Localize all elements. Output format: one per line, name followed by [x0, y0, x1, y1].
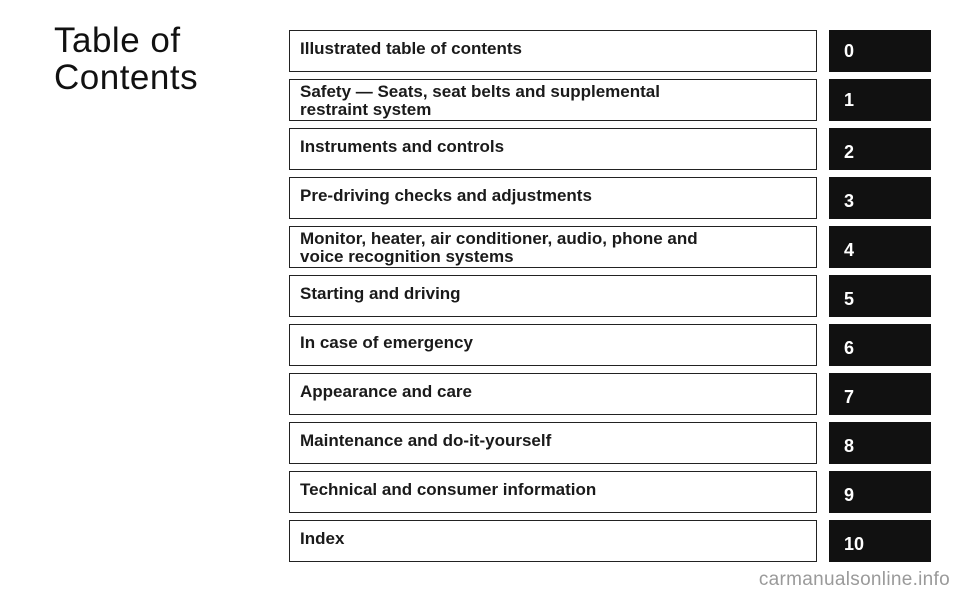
chapter-label: Appearance and care	[300, 382, 472, 401]
chapter-row-3[interactable]	[289, 177, 931, 219]
chapter-box	[289, 128, 817, 170]
chapter-number: 1	[844, 90, 855, 110]
chapter-box	[289, 79, 817, 121]
chapter-box	[289, 275, 817, 317]
chapter-row-9[interactable]	[289, 471, 931, 513]
chapter-tab[interactable]	[829, 324, 931, 366]
chapter-number: 0	[844, 41, 855, 61]
chapter-tab[interactable]	[829, 30, 931, 72]
chapter-row-7[interactable]	[289, 373, 931, 415]
chapter-row-1[interactable]	[289, 79, 931, 121]
page-title-line-1: Table of	[54, 21, 181, 60]
chapter-number: 5	[844, 289, 855, 309]
chapter-tab[interactable]	[829, 471, 931, 513]
watermark: carmanualsonline.info	[758, 569, 950, 590]
chapter-box	[289, 324, 817, 366]
chapter-list	[289, 30, 931, 569]
chapter-row-4[interactable]	[289, 226, 931, 268]
chapter-tab[interactable]	[829, 177, 931, 219]
chapter-box	[289, 226, 817, 268]
chapter-number: 4	[844, 240, 855, 260]
chapter-tab[interactable]	[829, 422, 931, 464]
chapter-box	[289, 471, 817, 513]
chapter-row-8[interactable]	[289, 422, 931, 464]
chapter-label: Maintenance and do-it-yourself	[300, 431, 552, 450]
chapter-label: In case of emergency	[300, 333, 473, 352]
chapter-box	[289, 520, 817, 562]
chapter-number: 2	[844, 142, 855, 162]
chapter-label: Starting and driving	[300, 284, 461, 303]
chapter-tab[interactable]	[829, 226, 931, 268]
chapter-row-2[interactable]	[289, 128, 931, 170]
chapter-label: Index	[300, 529, 345, 548]
chapter-row-6[interactable]	[289, 324, 931, 366]
chapter-number: 3	[844, 191, 855, 211]
chapter-number: 9	[844, 485, 855, 505]
chapter-box	[289, 373, 817, 415]
chapter-tab[interactable]	[829, 520, 931, 562]
chapter-tab[interactable]	[829, 79, 931, 121]
page-title	[54, 22, 198, 96]
page-title-line-2: Contents	[54, 58, 199, 97]
chapter-number: 6	[844, 338, 855, 358]
chapter-row-5[interactable]	[289, 275, 931, 317]
chapter-number: 8	[844, 436, 855, 456]
chapter-label: Instruments and controls	[300, 137, 505, 156]
chapter-label: Technical and consumer information	[300, 480, 597, 499]
chapter-box	[289, 177, 817, 219]
chapter-box	[289, 422, 817, 464]
chapter-row-0[interactable]	[289, 30, 931, 72]
chapter-tab[interactable]	[829, 275, 931, 317]
chapter-label: Pre-driving checks and adjustments	[300, 186, 592, 205]
chapter-number: 7	[844, 387, 855, 407]
chapter-label: Safety — Seats, seat belts and supplemental restraint system	[300, 82, 660, 119]
chapter-label: Illustrated table of contents	[300, 39, 522, 58]
chapter-box	[289, 30, 817, 72]
chapter-number: 10	[844, 534, 865, 554]
chapter-tab[interactable]	[829, 128, 931, 170]
chapter-tab[interactable]	[829, 373, 931, 415]
chapter-label: Monitor, heater, air conditioner, audio, phone and voice recognition systems	[300, 229, 698, 266]
chapter-row-10[interactable]	[289, 520, 931, 562]
